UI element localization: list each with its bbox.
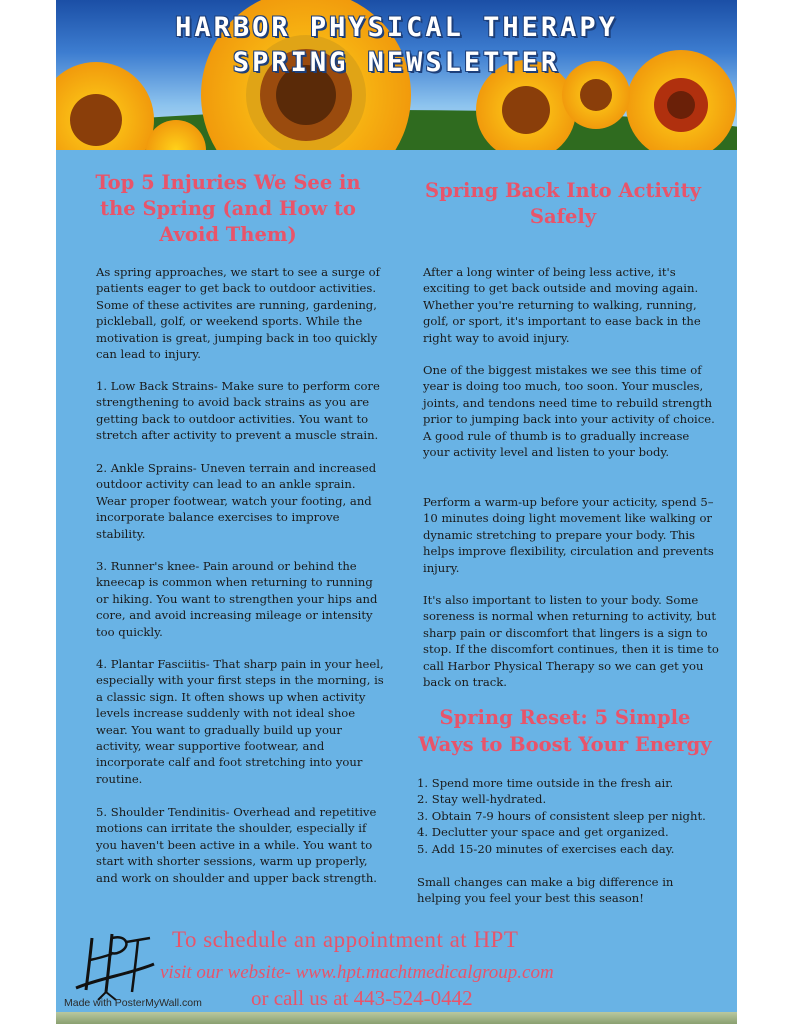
- made-with-watermark: Made with PosterMyWall.com: [64, 997, 202, 1009]
- activity-paragraph-3: Perform a warm-up before your acticity, spend 5–10 minutes doing light movement like walking or dynamic stretching to prepare your body. This helps improve flexibility, circulation and prevents injury.: [423, 495, 714, 575]
- injury-item-2: 2. Ankle Sprains- Uneven terrain and increased outdoor activity can lead to an ankle sprain. Wear proper footwear, watch your footing, and incorporate balance exercises to improve stability.: [96, 461, 377, 541]
- activity-paragraph-4: It's also important to listen to your body. Some soreness is normal when returning to activity, but sharp pain or discomfort that lingers is a sign to stop. If the discomfort continues, then it is time to call Harbor Physical Therapy so we can get you back on track.: [423, 593, 719, 690]
- hpt-logo: [70, 930, 158, 1007]
- activity-paragraph-2: One of the biggest mistakes we see this time of year is doing too much, too soon. Your muscles, joints, and tendons need time to rebuild strength prior to jumping back into your activity of choice. A good rule of thumb is to gradually increase your activity level and listen to your body.: [423, 363, 715, 460]
- newsletter-poster: [56, 0, 737, 1024]
- list-item: 5. Add 15-20 minutes of exercises each day.: [417, 841, 675, 856]
- newsletter-title-line1: HARBOR PHYSICAL THERAPY: [175, 12, 618, 43]
- list-item: 2. Stay well-hydrated.: [417, 792, 547, 807]
- phone-line[interactable]: or call us at 443-524-0442: [251, 986, 473, 1010]
- website-link[interactable]: visit our website- www.hpt.machtmedicalgroup.com: [160, 962, 554, 983]
- sunflower-banner: [56, 0, 737, 150]
- closing-text: Small changes can make a big difference in helping you feel your best this season!: [417, 875, 674, 906]
- hpt-logo-icon: [70, 930, 158, 1002]
- list-item: 3. Obtain 7-9 hours of consistent sleep per night.: [417, 808, 706, 823]
- injury-item-4: 4. Plantar Fasciitis- That sharp pain in your heel, especially with your first steps in the morning, is a classic sign. It often shows up when activity levels increase suddenly with not ideal shoe wear. You want to gradually build up your activity, wear supportive footwear, and incorporate calf and foot stretching into your routine.: [96, 657, 384, 786]
- activity-paragraph-1: After a long winter of being less active, it's exciting to get back outside and moving again. Whether you're returning to walking, running, golf, or sport, it's important to ease back in the right way to avoid injury.: [423, 265, 701, 345]
- injury-item-3: 3. Runner's knee- Pain around or behind the kneecap is common when returning to running or hiking. You want to strengthen your hips and core, and avoid increasing mileage or intensity too quickly.: [96, 559, 378, 639]
- list-item: 1. Spend more time outside in the fresh air.: [417, 776, 674, 790]
- injuries-intro: As spring approaches, we start to see a surge of patients eager to get back to outdoor activities. Some of these activites are running, gardening, pickleball, golf, or weekend sports. While the motivation is great, jumping back in too quickly can lead to injury.: [96, 265, 380, 362]
- bottom-strip: [56, 1012, 737, 1024]
- injury-item-1: 1. Low Back Strains- Make sure to perform core strengthening to avoid back strains as you are getting back to outdoor activities. You want to stretch after activity to prevent a muscle strain.: [96, 379, 380, 443]
- injuries-heading: Top 5 Injuries We See in the Spring (and How to Avoid Them): [95, 171, 361, 246]
- spring-reset-list: [417, 775, 727, 857]
- activity-heading: Spring Back Into Activity Safely: [425, 179, 701, 228]
- schedule-line: To schedule an appointment at HPT: [172, 927, 519, 952]
- spring-reset-heading: Spring Reset: 5 Simple Ways to Boost Your Energy: [418, 706, 712, 756]
- list-item: 4. Declutter your space and get organized.: [417, 825, 669, 840]
- newsletter-title-line2: SPRING NEWSLETTER: [232, 47, 561, 78]
- injury-item-5: 5. Shoulder Tendinitis- Overhead and repetitive motions can irritate the shoulder, especially if you haven't been active in a while. You want to start with shorter sessions, warm up properly, and work on shoulder and upper back strength.: [96, 805, 377, 885]
